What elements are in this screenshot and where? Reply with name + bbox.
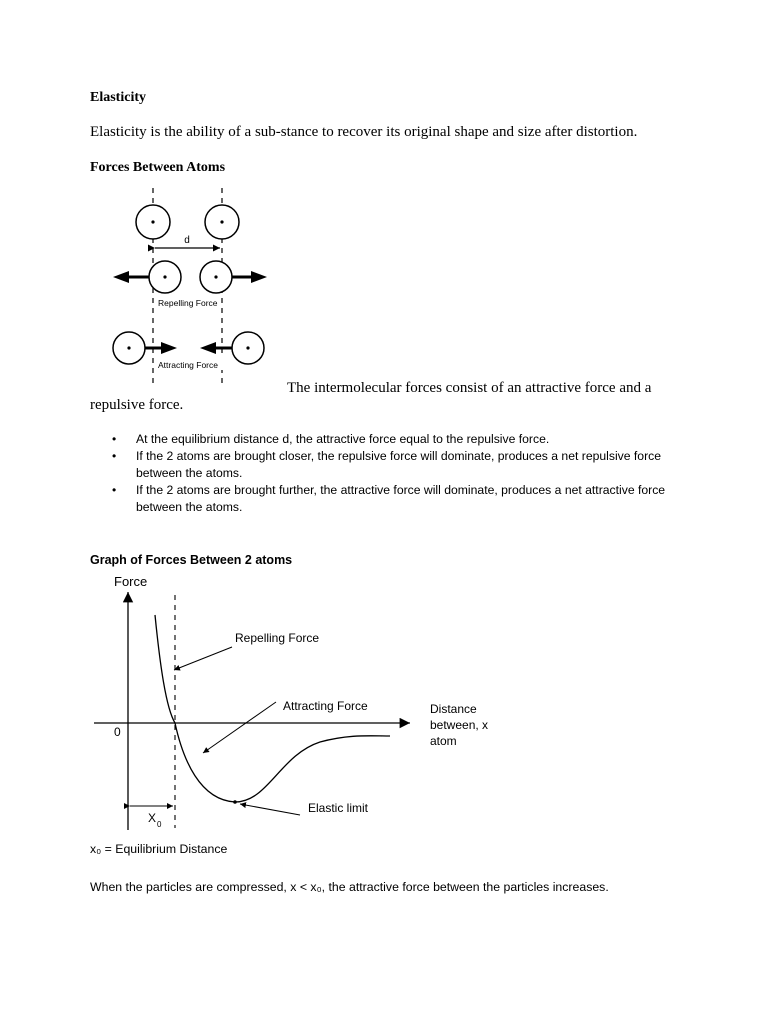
graph-attracting-label: Attracting Force — [283, 699, 368, 713]
graph-elastic-label: Elastic limit — [308, 801, 369, 815]
bullet-icon: • — [112, 432, 117, 446]
attracting-pointer-arrow — [203, 702, 276, 753]
elastic-limit-point — [233, 800, 237, 804]
bullet-icon: • — [112, 449, 117, 463]
compressed-text: When the particles are compressed, x < x₀, the attractive force between the particles increases. — [90, 880, 609, 894]
x0-label: X — [148, 811, 157, 825]
repelling-atom-right — [200, 261, 232, 293]
origin-label: 0 — [114, 725, 121, 739]
graph-title: Graph of Forces Between 2 atoms — [90, 553, 293, 567]
x-axis-label-line1: Distance — [430, 702, 477, 716]
bullet-list — [112, 431, 696, 521]
bullet-icon: • — [112, 483, 117, 497]
distance-d-label: d — [184, 235, 190, 246]
x0-label-subscript: 0 — [157, 820, 162, 829]
list-item: • At the equilibrium distance d, the attractive force equal to the repulsive force. — [112, 432, 550, 446]
x-axis-label-line3: atom — [430, 734, 457, 748]
heading-elasticity: Elasticity — [90, 90, 146, 105]
atoms-forces-diagram — [105, 183, 285, 388]
intermolecular-text-line1: The intermolecular forces consist of an attractive force and a — [287, 380, 652, 396]
x0-caption: x₀ = Equilibrium Distance — [90, 842, 228, 856]
attracting-atom-right — [232, 332, 264, 364]
elastic-pointer-arrow — [240, 804, 300, 815]
heading-forces-between-atoms: Forces Between Atoms — [90, 160, 226, 175]
attracting-atom-left — [113, 332, 145, 364]
repelling-pointer-arrow — [174, 647, 232, 670]
intermolecular-text-line2: repulsive force. — [90, 397, 184, 413]
repel-arrow-left-head — [113, 271, 129, 283]
force-distance-graph — [90, 570, 510, 835]
y-axis-label: Force — [114, 574, 148, 589]
list-item: • If the 2 atoms are brought further, the attractive force will dominate, produces a net attractive force between the atoms. — [112, 483, 666, 514]
repel-arrow-right-head — [251, 271, 267, 283]
x-axis-label-line2: between, x — [430, 718, 489, 732]
repelling-force-label: Repelling Force — [158, 298, 218, 308]
attracting-force-label: Attracting Force — [158, 360, 218, 370]
elasticity-definition: Elasticity is the ability of a sub-stance to recover its original shape and size after distortion. — [90, 124, 638, 140]
equilibrium-atom-left — [136, 205, 170, 239]
attract-arrow-left-head — [161, 342, 177, 354]
graph-repelling-label: Repelling Force — [235, 631, 320, 645]
attract-arrow-right-head — [200, 342, 216, 354]
list-item: • If the 2 atoms are brought closer, the repulsive force will dominate, produces a net repulsive force between the atoms. — [112, 449, 662, 480]
equilibrium-atom-right — [205, 205, 239, 239]
repelling-atom-left — [149, 261, 181, 293]
